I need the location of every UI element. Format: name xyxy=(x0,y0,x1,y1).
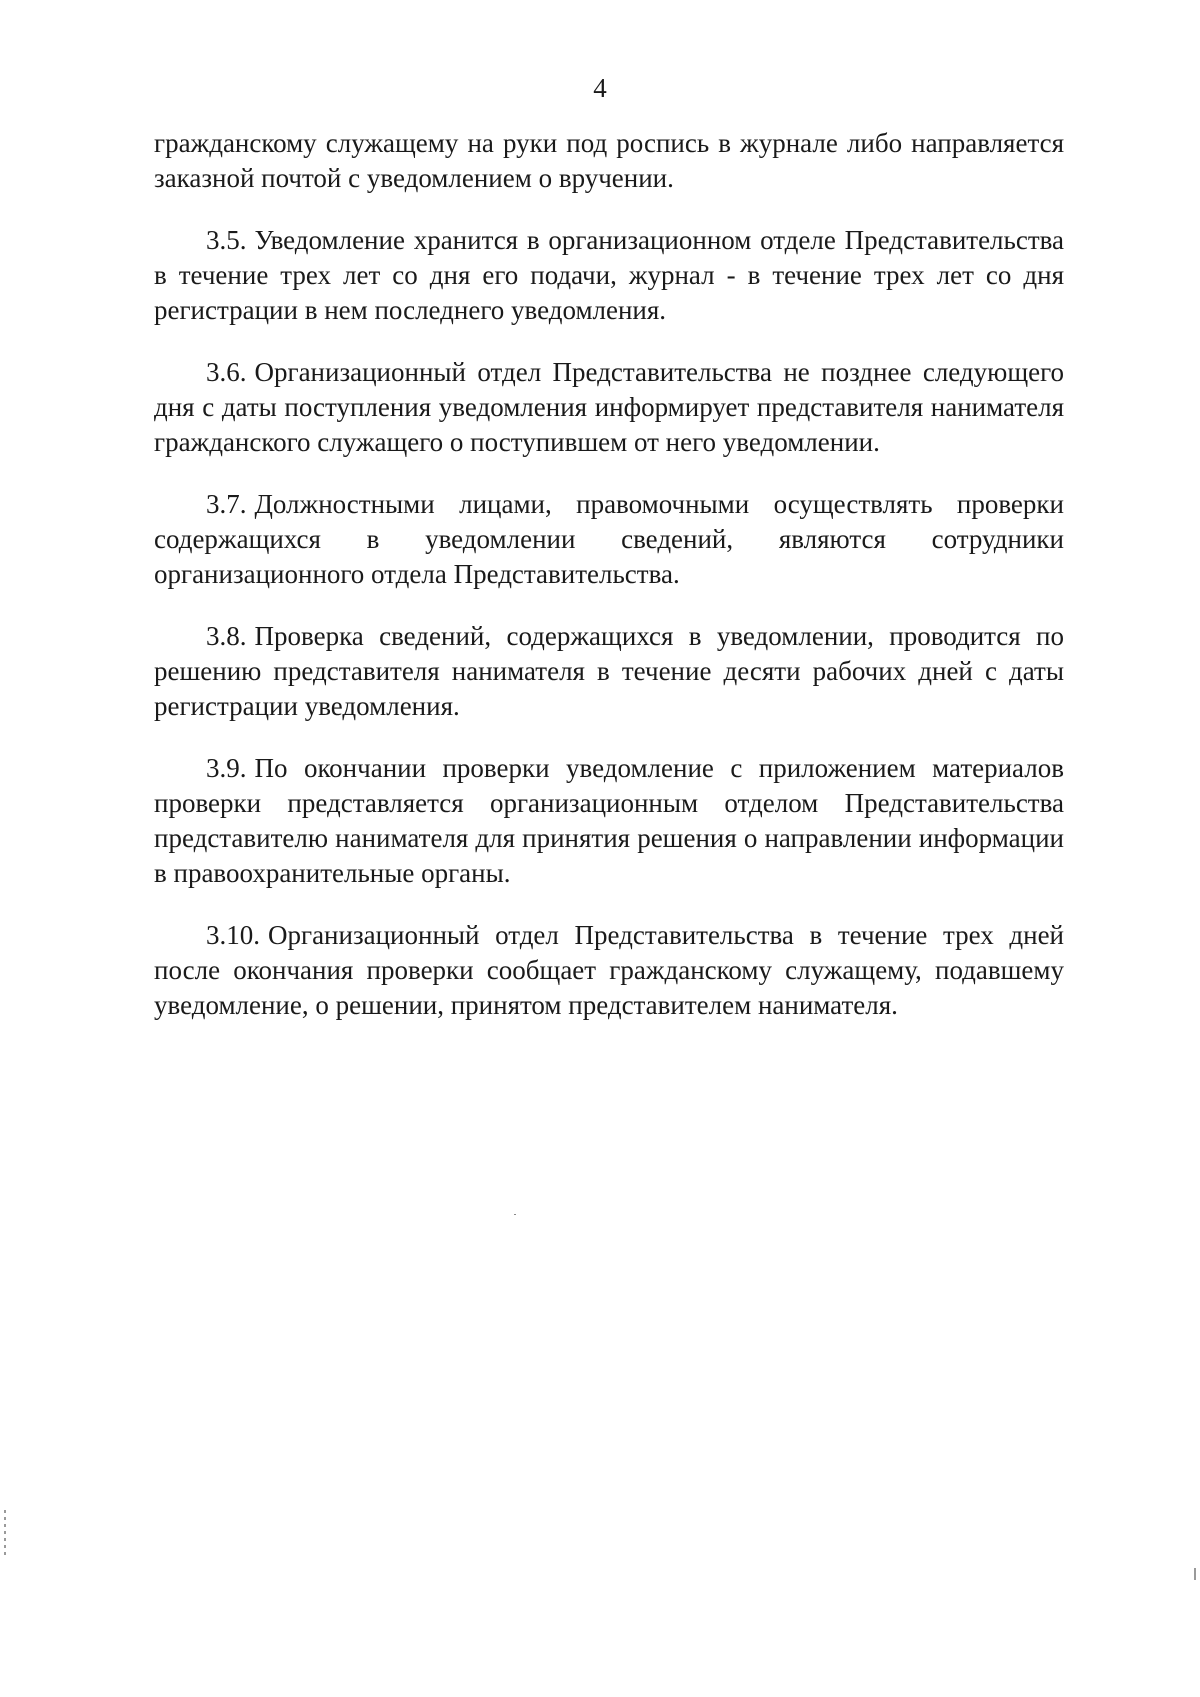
scan-edge-mark xyxy=(4,1510,6,1558)
paragraph-text: гражданскому служащему на руки под роспись в журнале либо направляется заказной почтой с уведомлением о вручении. xyxy=(154,128,1064,193)
paragraph-number: 3.5. xyxy=(206,225,247,255)
paragraph-number: 3.9. xyxy=(206,753,247,783)
page-number: 4 xyxy=(593,73,607,103)
document-body xyxy=(154,126,1064,1050)
paragraph-text: Проверка сведений, содержащихся в уведомлении, проводится по решению представителя нанимателя в течение десяти рабочих дней с даты регистрации уведомления. xyxy=(154,621,1064,721)
paragraph-continuation xyxy=(154,126,1064,196)
paragraph-3-7 xyxy=(154,487,1064,592)
paragraph-3-9 xyxy=(154,751,1064,891)
paragraph-3-10 xyxy=(154,918,1064,1023)
paragraph-3-8 xyxy=(154,619,1064,724)
paragraph-text: Организационный отдел Представительства в течение трех дней после окончания проверки сообщает гражданскому служащему, подавшему уведомление, о решении, принятом представителем нанимателя. xyxy=(154,920,1064,1020)
paragraph-number: 3.6. xyxy=(206,357,247,387)
paragraph-3-5 xyxy=(154,223,1064,328)
paragraph-number: 3.7. xyxy=(206,489,247,519)
paragraph-number: 3.10. xyxy=(206,920,260,950)
paragraph-number: 3.8. xyxy=(206,621,247,651)
paragraph-text: По окончании проверки уведомление с приложением материалов проверки представляется организационным отделом Представительства представителю нанимателя для принятия решения о направлении информации в правоохранительные органы. xyxy=(154,753,1064,888)
scan-speck xyxy=(514,1214,516,1215)
scan-edge-mark-right xyxy=(1194,1568,1196,1580)
paragraph-text: Должностными лицами, правомочными осуществлять проверки содержащихся в уведомлении сведений, являются сотрудники организационного отдела Представительства. xyxy=(154,489,1064,589)
paragraph-text: Организационный отдел Представительства не позднее следующего дня с даты поступления уведомления информирует представителя нанимателя гражданского служащего о поступившем от него уведомлении. xyxy=(154,357,1064,457)
paragraph-3-6 xyxy=(154,355,1064,460)
paragraph-text: Уведомление хранится в организационном отделе Представительства в течение трех лет со дня его подачи, журнал - в течение трех лет со дня регистрации в нем последнего уведомления. xyxy=(154,225,1064,325)
